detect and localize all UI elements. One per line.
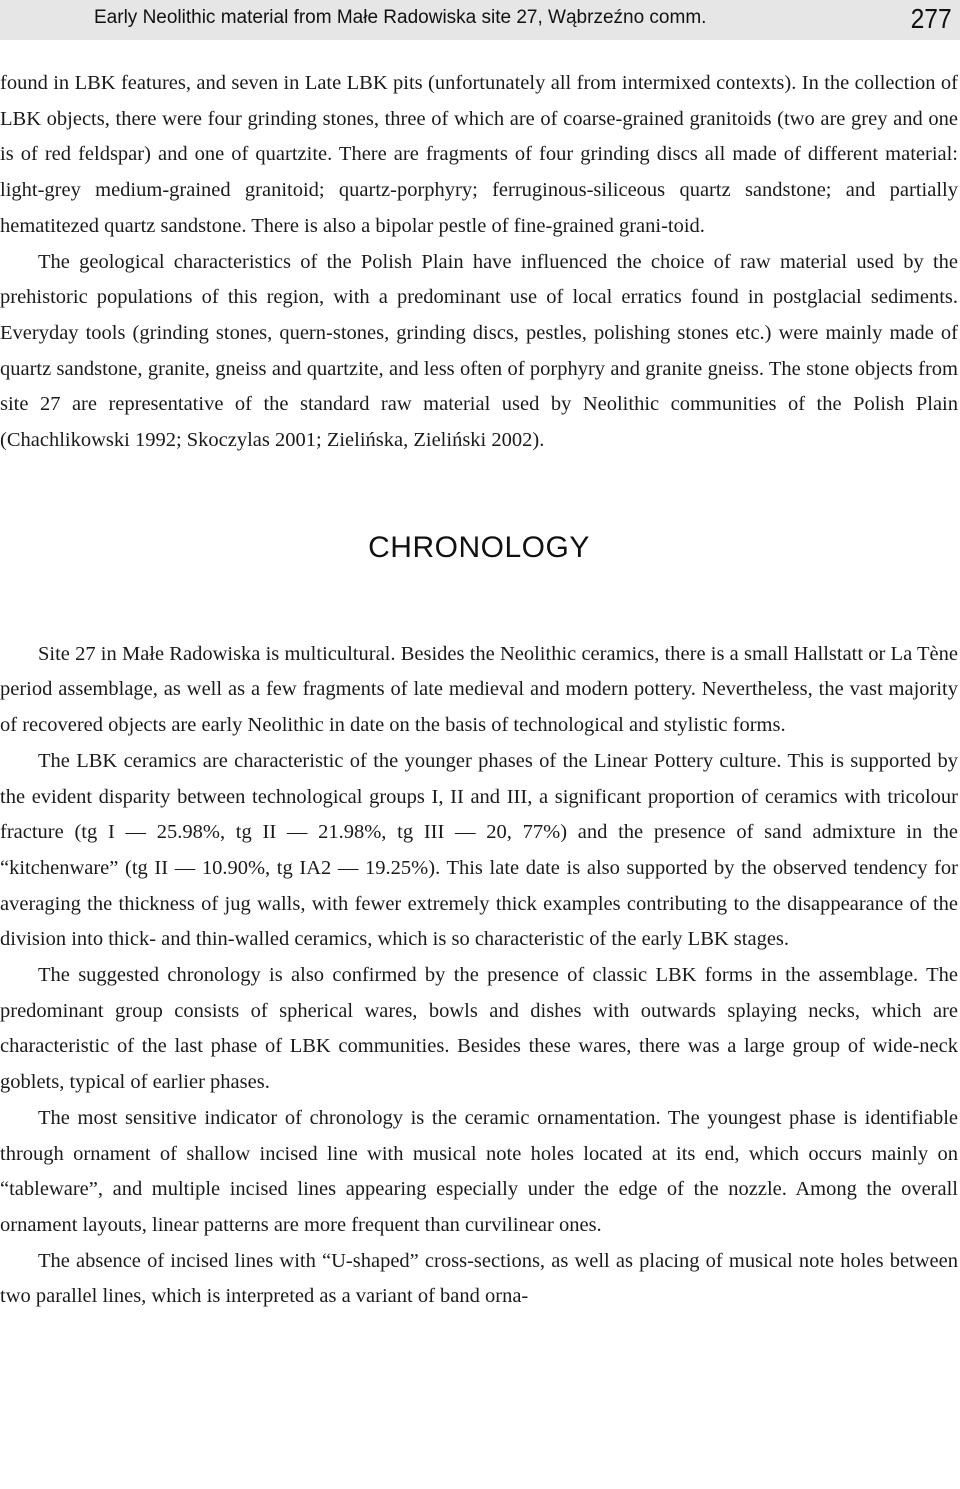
section-heading: CHRONOLOGY: [368, 530, 590, 564]
paragraph: The LBK ceramics are characteristic of the younger phases of the Linear Pottery culture. This is supported by the evident disparity between technological groups I, II and III, a significant proportion of ceramics with tricolour fracture (tg I — 25.98%, tg II — 21.98%, tg III — 20, 77%) and the presence of sand admixture in the “kitchenware” (tg II — 10.90%, tg IA2 — 19.25%). This late date is also supported by the observed tendency for averaging the thickness of jug walls, with fewer extremely thick examples contributing to the disappearance of the division into thick- and thin-walled ceramics, which is so characteristic of the early LBK stages.: [0, 749, 958, 951]
running-header: [0, 0, 960, 40]
paragraph: found in LBK features, and seven in Late LBK pits (unfortunately all from intermixed contexts). In the collection of LBK objects, there were four grinding stones, three of which are of coarse-grained granitoids (two are grey and one is of red feldspar) and one of quartzite. There are fragments of four grinding discs all made of different material: light-grey medium-grained granitoid; quartz-porphyry; ferruginous-siliceous quartz sandstone; and partially hematitezed quartz sandstone. There is also a bipolar pestle of fine-grained grani-toid.: [0, 72, 958, 237]
running-title: Early Neolithic material from Małe Radowiska site 27, Wąbrzeźno comm.: [94, 7, 707, 28]
page-number: 277: [910, 3, 952, 34]
body-text: [0, 66, 958, 1315]
paragraph: The most sensitive indicator of chronology is the ceramic ornamentation. The youngest phase is identifiable through ornament of shallow incised line with musical note holes located at its end, which occurs mainly on “tableware”, and multiple incised lines appearing especially under the edge of the nozzle. Among the overall ornament layouts, linear patterns are more frequent than curvilinear ones.: [0, 1106, 958, 1236]
paragraph: The suggested chronology is also confirmed by the presence of classic LBK forms in the assemblage. The predominant group consists of spherical wares, bowls and dishes with outwards splaying necks, which are characteristic of the last phase of LBK communities. Besides these wares, there was a large group of wide-neck goblets, typical of earlier phases.: [0, 964, 958, 1094]
paragraph: The absence of incised lines with “U-shaped” cross-sections, as well as placing of musical note holes between two parallel lines, which is interpreted as a variant of band orna-: [0, 1249, 958, 1308]
paragraph: Site 27 in Małe Radowiska is multicultural. Besides the Neolithic ceramics, there is a small Hallstatt or La Tène period assemblage, as well as a few fragments of late medieval and modern pottery. Nevertheless, the vast majority of recovered objects are early Neolithic in date on the basis of technological and stylistic forms.: [0, 642, 958, 737]
paragraph: The geological characteristics of the Polish Plain have influenced the choice of raw material used by the prehistoric populations of this region, with a predominant use of local erratics found in postglacial sediments. Everyday tools (grinding stones, quern-stones, grinding discs, pestles, polishing stones etc.) were mainly made of quartz sandstone, granite, gneiss and quartzite, and less often of porphyry and granite gneiss. The stone objects from site 27 are representative of the standard raw material used by Neolithic communities of the Polish Plain (Chachlikowski 1992; Skoczylas 2001; Zielińska, Zieliński 2002).: [0, 250, 958, 452]
